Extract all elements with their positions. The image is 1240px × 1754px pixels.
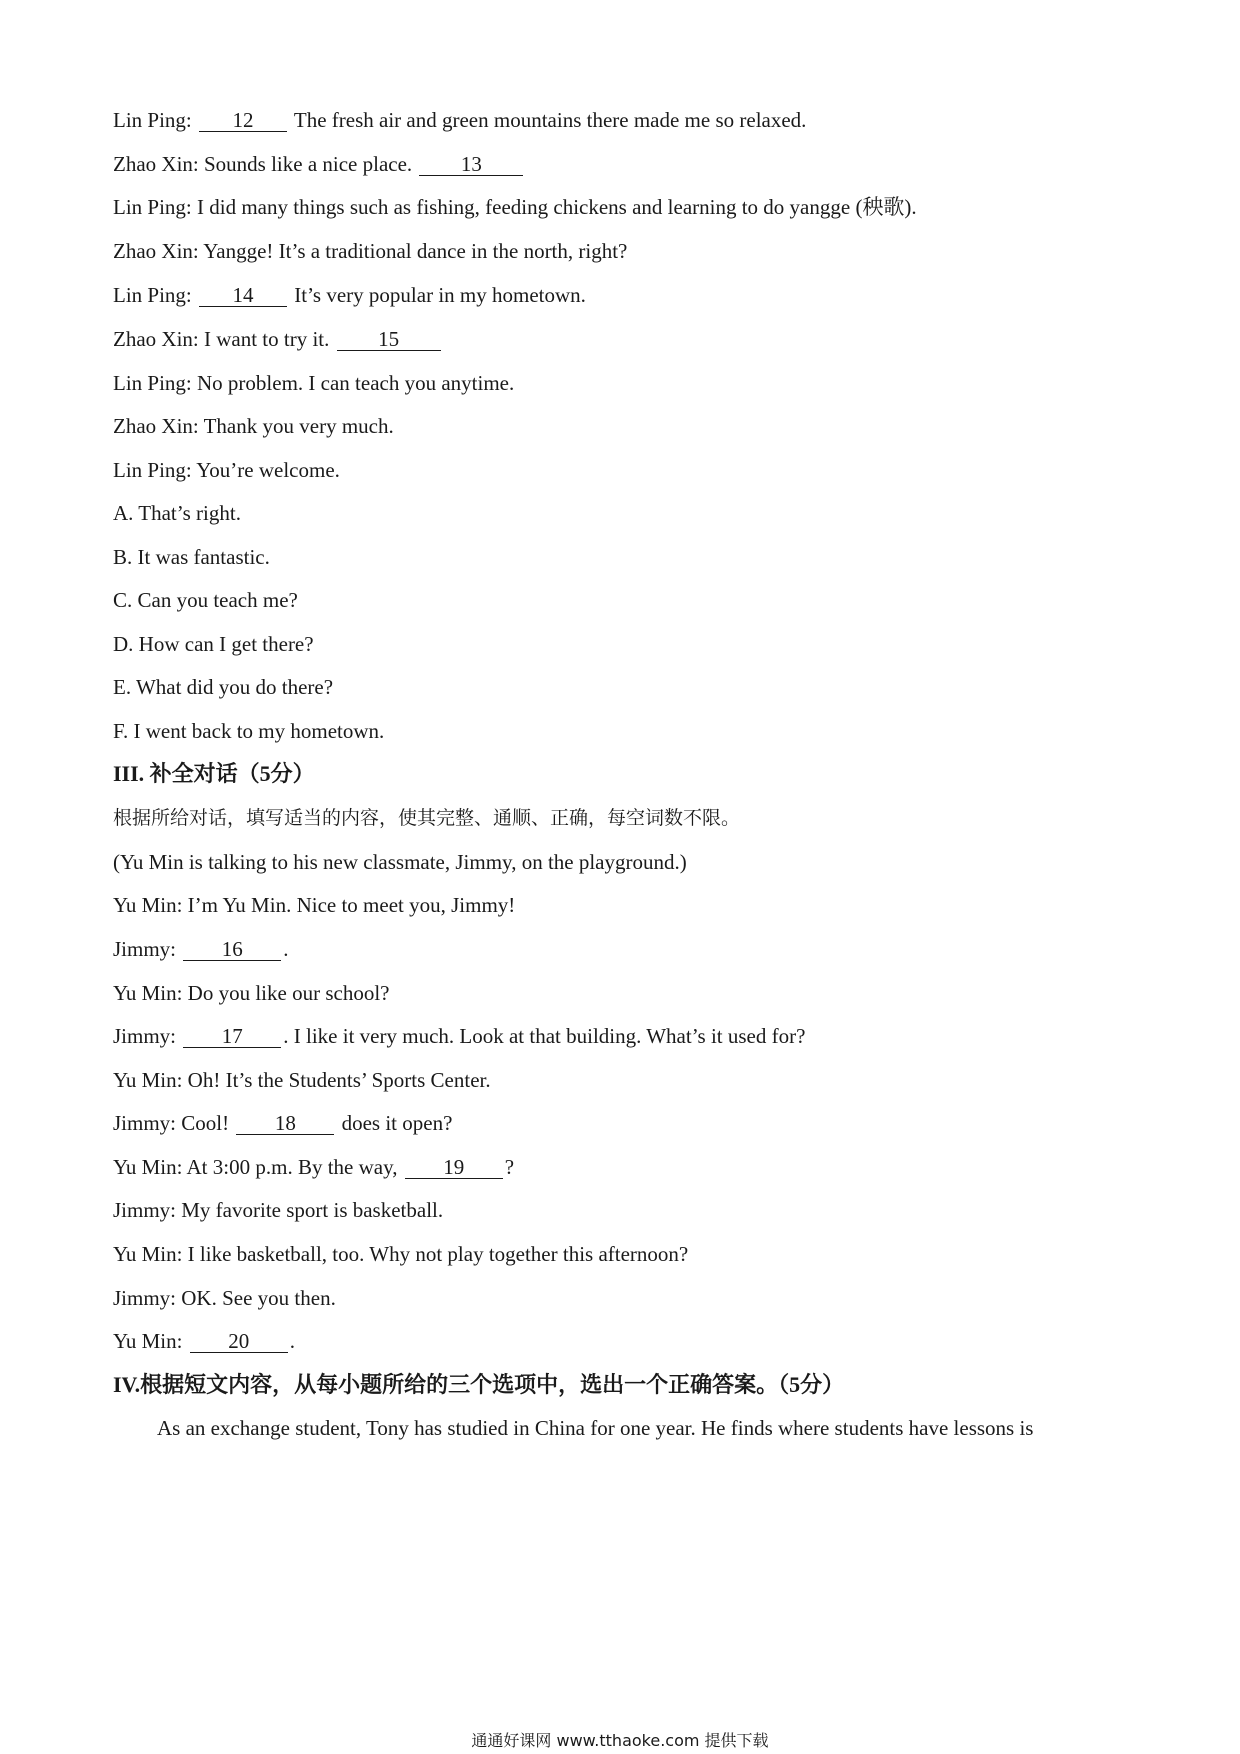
option-e: E. What did you do there? bbox=[113, 675, 334, 699]
option-d: D. How can I get there? bbox=[113, 632, 314, 656]
answer-blank-20[interactable]: 20 bbox=[190, 1330, 288, 1353]
speaker-text: Jimmy: Cool! bbox=[113, 1111, 235, 1135]
option-f: F. I went back to my hometown. bbox=[113, 719, 385, 743]
section-4-title: IV.根据短文内容，从每小题所给的三个选项中，选出一个正确答案。（5分） bbox=[113, 1372, 845, 1397]
line-text: ? bbox=[504, 1155, 515, 1179]
answer-blank-12[interactable]: 12 bbox=[199, 109, 287, 132]
answer-blank-13[interactable]: 13 bbox=[419, 153, 523, 176]
dialogue-context: (Yu Min is talking to his new classmate, Jimmy, on the playground.) bbox=[113, 850, 687, 874]
dialogue-line: Zhao Xin: Yangge! It’s a traditional dance in the north, right? bbox=[113, 239, 628, 263]
option-c: C. Can you teach me? bbox=[113, 588, 298, 612]
line-text: does it open? bbox=[336, 1111, 453, 1135]
dialogue-line: Yu Min: I like basketball, too. Why not play together this afternoon? bbox=[113, 1242, 689, 1266]
passage-paragraph: As an exchange student, Tony has studied in China for one year. He finds where students have lessons is bbox=[157, 1416, 1034, 1440]
answer-blank-17[interactable]: 17 bbox=[183, 1025, 281, 1048]
line-text: The fresh air and green mountains there made me so relaxed. bbox=[289, 108, 807, 132]
speaker-text: Jimmy: bbox=[113, 1024, 182, 1048]
dialogue-line: Lin Ping: No problem. I can teach you anytime. bbox=[113, 371, 515, 395]
speaker-text: Yu Min: bbox=[113, 1329, 188, 1353]
dialogue-line: Yu Min: I’m Yu Min. Nice to meet you, Jimmy! bbox=[113, 893, 516, 917]
option-a: A. That’s right. bbox=[113, 501, 241, 525]
page-footer: 通通好课网 www.tthaoke.com 提供下载 bbox=[471, 1731, 769, 1750]
section-3-instruction: 根据所给对话，填写适当的内容，使其完整、通顺、正确，每空词数不限。 bbox=[113, 807, 741, 829]
answer-blank-16[interactable]: 16 bbox=[183, 938, 281, 961]
line-text: . bbox=[283, 937, 289, 961]
line-text: It’s very popular in my hometown. bbox=[289, 283, 586, 307]
dialogue-line: Lin Ping: You’re welcome. bbox=[113, 458, 340, 482]
dialogue-line: Yu Min: Oh! It’s the Students’ Sports Center. bbox=[113, 1068, 491, 1092]
speaker-text: Lin Ping: bbox=[113, 108, 198, 132]
option-b: B. It was fantastic. bbox=[113, 545, 270, 569]
answer-blank-18[interactable]: 18 bbox=[236, 1112, 334, 1135]
dialogue-line: Lin Ping: I did many things such as fishing, feeding chickens and learning to do yangge (秧歌). bbox=[113, 195, 917, 219]
speaker-text: Zhao Xin: I want to try it. bbox=[113, 327, 335, 351]
dialogue-line-18 bbox=[113, 1109, 452, 1137]
dialogue-line: Jimmy: OK. See you then. bbox=[113, 1286, 336, 1310]
section-3-title: III. 补全对话（5分） bbox=[113, 761, 315, 786]
speaker-text: Lin Ping: bbox=[113, 283, 198, 307]
dialogue-line-17 bbox=[113, 1022, 805, 1050]
dialogue-line: Jimmy: My favorite sport is basketball. bbox=[113, 1198, 444, 1222]
line-text: . I like it very much. Look at that building. What’s it used for? bbox=[283, 1024, 806, 1048]
answer-blank-19[interactable]: 19 bbox=[405, 1156, 503, 1179]
answer-blank-14[interactable]: 14 bbox=[199, 284, 287, 307]
answer-blank-15[interactable]: 15 bbox=[337, 328, 441, 351]
dialogue-line-19 bbox=[113, 1153, 514, 1181]
dialogue-line-20 bbox=[113, 1327, 295, 1355]
dialogue-line-13 bbox=[113, 150, 525, 178]
line-text: . bbox=[289, 1329, 295, 1353]
speaker-text: Zhao Xin: Sounds like a nice place. bbox=[113, 152, 418, 176]
dialogue-line-16 bbox=[113, 935, 289, 963]
speaker-text: Yu Min: At 3:00 p.m. By the way, bbox=[113, 1155, 403, 1179]
dialogue-line: Zhao Xin: Thank you very much. bbox=[113, 414, 394, 438]
dialogue-line: Yu Min: Do you like our school? bbox=[113, 981, 390, 1005]
speaker-text: Jimmy: bbox=[113, 937, 182, 961]
dialogue-line-15 bbox=[113, 325, 443, 353]
dialogue-line-12 bbox=[113, 106, 806, 134]
dialogue-line-14 bbox=[113, 281, 586, 309]
